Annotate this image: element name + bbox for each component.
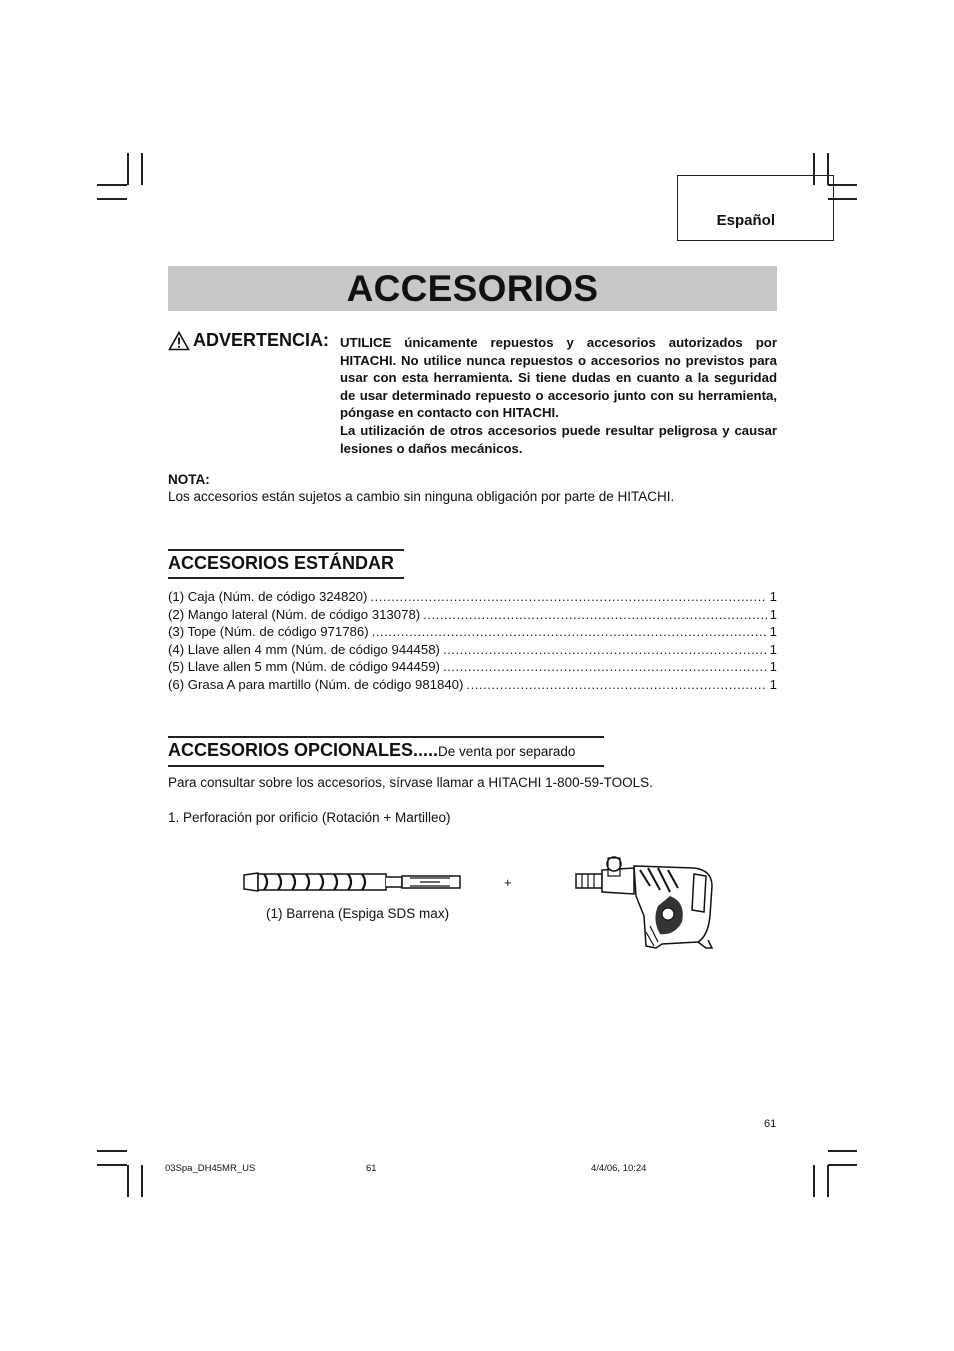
item-label: (4) Llave allen 4 mm (Núm. de código 944458) <box>168 641 440 657</box>
crop-mark <box>127 1165 129 1197</box>
warning-triangle-icon <box>168 331 190 351</box>
crop-mark <box>828 1164 857 1166</box>
optional-heading-text: ACCESORIOS OPCIONALES..... <box>168 740 439 760</box>
footer-date: 4/4/06, 10:24 <box>591 1163 647 1174</box>
crop-mark <box>97 1150 127 1152</box>
item-label: (2) Mango lateral (Núm. de código 313078) <box>168 606 421 622</box>
page-title-bar <box>168 266 777 311</box>
crop-mark <box>97 1164 127 1166</box>
list-item <box>168 641 777 659</box>
language-label: Español <box>716 212 775 229</box>
warning-label <box>168 330 329 351</box>
rotary-hammer-icon <box>574 856 718 950</box>
page-number: 61 <box>764 1118 777 1130</box>
item-quantity: 1 <box>769 624 777 640</box>
standard-accessories-list <box>168 588 777 694</box>
note-heading: NOTA: <box>168 472 210 487</box>
crop-mark <box>828 1150 857 1152</box>
crop-mark <box>97 184 127 186</box>
item-quantity: 1 <box>769 641 777 657</box>
item-label: (3) Tope (Núm. de código 971786) <box>168 624 369 640</box>
footer-file: 03Spa_DH45MR_US <box>165 1163 256 1174</box>
crop-mark <box>127 153 129 185</box>
item-label: (6) Grasa A para martillo (Núm. de código 981840) <box>168 676 464 692</box>
optional-heading-suffix: De venta por separado <box>438 744 576 759</box>
drill-bit-caption: (1) Barrena (Espiga SDS max) <box>266 906 450 921</box>
list-item <box>168 623 777 641</box>
item-quantity: 1 <box>769 589 777 604</box>
warning-paragraph: La utilización de otros accesorios puede resultar peligrosa y causar lesiones o daños mecánicos. <box>340 422 777 456</box>
crop-mark <box>97 198 127 200</box>
note-text: Los accesorios están sujetos a cambio sin ninguna obligación por parte de HITACHI. <box>168 489 675 504</box>
language-tab <box>677 175 834 241</box>
item-quantity: 1 <box>769 659 777 675</box>
footer-page: 61 <box>366 1163 377 1174</box>
standard-accessories-heading: ACCESORIOS ESTÁNDAR <box>168 553 395 573</box>
warning-label-text: ADVERTENCIA: <box>193 330 330 350</box>
contact-text: Para consultar sobre los accesorios, sírvase llamar a HITACHI 1-800-59-TOOLS. <box>168 775 653 790</box>
item-quantity: 1 <box>769 676 777 692</box>
optional-accessories-heading <box>168 740 575 761</box>
page-title: ACCESORIOS <box>346 268 599 309</box>
item-label: (1) Caja (Núm. de código 324820) <box>168 589 368 604</box>
crop-mark <box>141 1165 143 1197</box>
leader-dots <box>443 641 767 659</box>
leader-dots <box>423 606 766 624</box>
section-rule <box>168 765 604 767</box>
drill-bit-icon <box>240 869 462 895</box>
list-item <box>168 588 777 606</box>
crop-mark <box>813 1165 815 1197</box>
item-quantity: 1 <box>769 606 777 622</box>
list-item <box>168 676 777 694</box>
optional-item-1: 1. Perforación por orificio (Rotación + Martilleo) <box>168 810 451 825</box>
leader-dots <box>372 623 767 641</box>
leader-dots <box>443 658 767 676</box>
list-item <box>168 658 777 676</box>
leader-dots <box>466 676 766 694</box>
section-rule <box>168 736 604 738</box>
item-label: (5) Llave allen 5 mm (Núm. de código 944459) <box>168 659 440 675</box>
section-rule <box>168 549 404 551</box>
list-item <box>168 606 777 624</box>
warning-paragraph: UTILICE únicamente repuestos y accesorios autorizados por HITACHI. No utilice nunca repuestos o accesorios no previstos para usar con esta herramienta. Si tiene dudas en cuanto a la seguridad de usar determinado repuesto o accesorio junto con su herramienta, póngase en contacto con HITACHI. <box>340 335 777 421</box>
plus-sign: + <box>504 875 512 890</box>
warning-text <box>340 334 777 457</box>
leader-dots <box>370 588 766 606</box>
crop-mark <box>141 153 143 185</box>
section-rule <box>168 577 404 579</box>
crop-mark <box>827 1165 829 1197</box>
